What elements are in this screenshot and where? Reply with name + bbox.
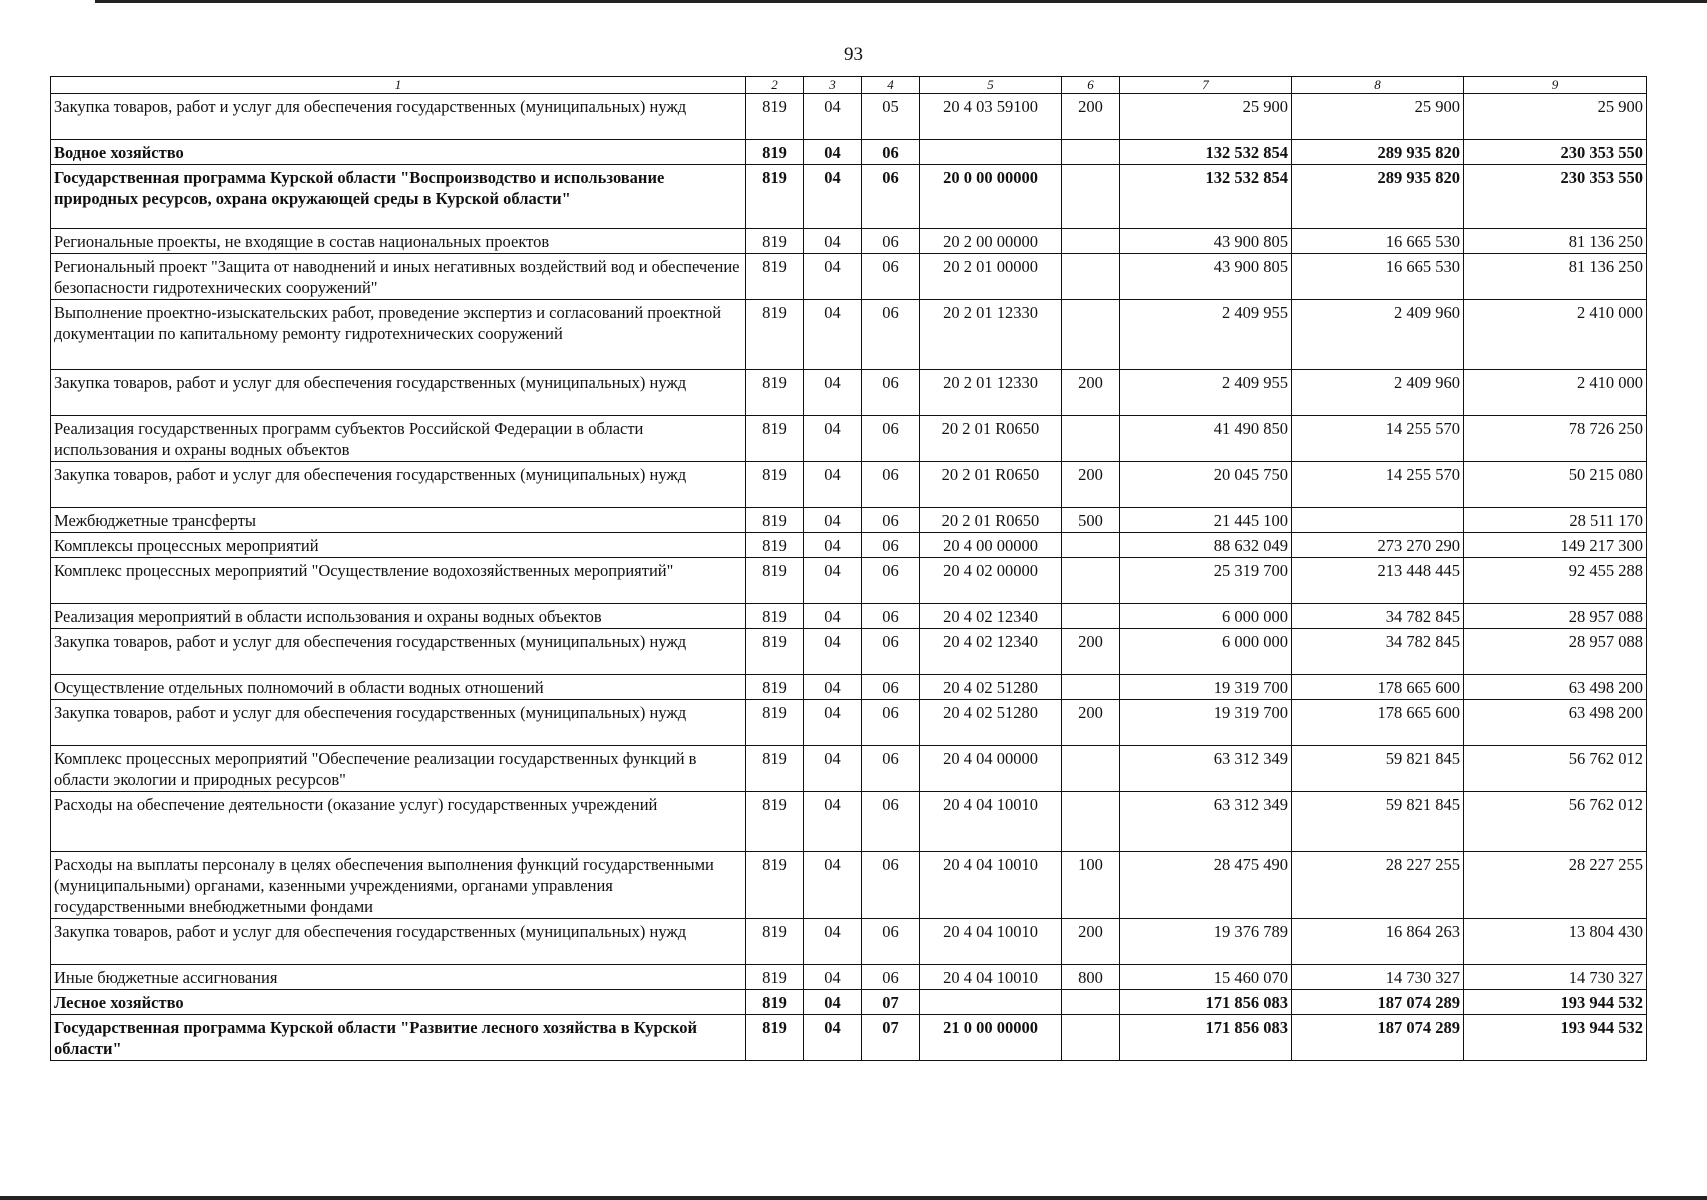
row-name: Водное хозяйство [51,140,746,165]
cell-code-3: 04 [804,140,862,165]
cell-value-9: 2 410 000 [1464,370,1647,416]
row-name: Расходы на выплаты персоналу в целях обеспечения выполнения функций государственными (муниципальными) органами, казенными учреждениями, органами управления государственными внебюджетными фондами [51,852,746,919]
cell-code-4: 06 [862,462,920,508]
cell-code-2: 819 [746,792,804,852]
cell-code-6 [1062,300,1120,370]
cell-code-2: 819 [746,533,804,558]
row-name: Региональные проекты, не входящие в состав национальных проектов [51,229,746,254]
row-name: Закупка товаров, работ и услуг для обеспечения государственных (муниципальных) нужд [51,94,746,140]
cell-code-2: 819 [746,94,804,140]
cell-value-7: 6 000 000 [1120,604,1292,629]
table-row [51,919,1647,965]
cell-value-7: 15 460 070 [1120,965,1292,990]
cell-code-3: 04 [804,254,862,300]
cell-value-7: 2 409 955 [1120,300,1292,370]
cell-code-3: 04 [804,675,862,700]
cell-value-9: 92 455 288 [1464,558,1647,604]
cell-code-3: 04 [804,165,862,229]
row-name: Закупка товаров, работ и услуг для обеспечения государственных (муниципальных) нужд [51,370,746,416]
cell-code-6: 200 [1062,462,1120,508]
cell-code-4: 06 [862,533,920,558]
cell-value-8: 14 255 570 [1292,462,1464,508]
cell-value-8: 178 665 600 [1292,700,1464,746]
cell-code-4: 06 [862,165,920,229]
cell-code-5: 20 2 01 12330 [920,300,1062,370]
column-number: 8 [1292,77,1464,94]
cell-code-5: 20 0 00 00000 [920,165,1062,229]
column-number: 5 [920,77,1062,94]
cell-code-5: 20 4 02 12340 [920,629,1062,675]
table-row [51,370,1647,416]
cell-code-5: 20 4 04 10010 [920,792,1062,852]
cell-code-4: 07 [862,990,920,1015]
row-name: Государственная программа Курской области "Воспроизводство и использование природных ресурсов, охрана окружающей среды в Курской области" [51,165,746,229]
cell-value-8: 14 255 570 [1292,416,1464,462]
cell-value-8: 187 074 289 [1292,1015,1464,1061]
page-number: 93 [844,44,863,65]
cell-value-9: 230 353 550 [1464,165,1647,229]
cell-code-6: 800 [1062,965,1120,990]
cell-code-4: 06 [862,508,920,533]
cell-code-3: 04 [804,746,862,792]
row-name: Комплекс процессных мероприятий "Осуществление водохозяйственных мероприятий" [51,558,746,604]
row-name: Реализация государственных программ субъектов Российской Федерации в области использования и охраны водных объектов [51,416,746,462]
cell-code-5: 20 4 03 59100 [920,94,1062,140]
cell-code-4: 07 [862,1015,920,1061]
cell-code-6 [1062,533,1120,558]
table-row [51,965,1647,990]
cell-code-2: 819 [746,965,804,990]
cell-code-4: 06 [862,700,920,746]
cell-code-5: 20 4 04 10010 [920,965,1062,990]
scan-border-bottom [0,1196,1707,1200]
cell-value-8: 59 821 845 [1292,746,1464,792]
cell-value-9: 28 957 088 [1464,629,1647,675]
cell-code-6 [1062,165,1120,229]
cell-value-7: 63 312 349 [1120,746,1292,792]
cell-value-9: 13 804 430 [1464,919,1647,965]
cell-value-8: 2 409 960 [1292,370,1464,416]
cell-value-7: 41 490 850 [1120,416,1292,462]
cell-value-9: 25 900 [1464,94,1647,140]
cell-value-8: 289 935 820 [1292,165,1464,229]
table-row [51,604,1647,629]
row-name: Государственная программа Курской области "Развитие лесного хозяйства в Курской области" [51,1015,746,1061]
budget-table [50,76,1647,1061]
table-row [51,300,1647,370]
cell-value-9: 149 217 300 [1464,533,1647,558]
scan-border-top [95,0,1707,3]
cell-code-3: 04 [804,370,862,416]
cell-code-6: 200 [1062,370,1120,416]
cell-value-9: 50 215 080 [1464,462,1647,508]
cell-value-8 [1292,508,1464,533]
cell-code-4: 06 [862,416,920,462]
cell-value-9: 81 136 250 [1464,229,1647,254]
row-name: Комплексы процессных мероприятий [51,533,746,558]
cell-code-6: 200 [1062,629,1120,675]
column-number: 4 [862,77,920,94]
cell-code-4: 06 [862,675,920,700]
cell-value-8: 34 782 845 [1292,629,1464,675]
cell-value-7: 132 532 854 [1120,140,1292,165]
cell-code-4: 06 [862,254,920,300]
cell-code-6 [1062,229,1120,254]
cell-code-6 [1062,558,1120,604]
row-name: Выполнение проектно-изыскательских работ, проведение экспертиз и согласований проектной документации по капитальному ремонту гидротехнических сооружений [51,300,746,370]
cell-code-5: 20 4 02 12340 [920,604,1062,629]
cell-value-7: 171 856 083 [1120,990,1292,1015]
cell-code-6 [1062,1015,1120,1061]
cell-value-8: 25 900 [1292,94,1464,140]
cell-value-9: 78 726 250 [1464,416,1647,462]
cell-value-8: 16 665 530 [1292,229,1464,254]
cell-value-7: 88 632 049 [1120,533,1292,558]
row-name: Иные бюджетные ассигнования [51,965,746,990]
row-name: Лесное хозяйство [51,990,746,1015]
cell-code-6 [1062,792,1120,852]
table-row [51,140,1647,165]
row-name: Осуществление отдельных полномочий в области водных отношений [51,675,746,700]
row-name: Закупка товаров, работ и услуг для обеспечения государственных (муниципальных) нужд [51,700,746,746]
cell-value-7: 25 319 700 [1120,558,1292,604]
cell-code-5: 20 4 02 51280 [920,675,1062,700]
cell-value-7: 63 312 349 [1120,792,1292,852]
cell-code-3: 04 [804,416,862,462]
cell-code-2: 819 [746,852,804,919]
cell-code-5: 20 2 01 12330 [920,370,1062,416]
cell-code-6 [1062,746,1120,792]
cell-code-6: 200 [1062,919,1120,965]
cell-value-9: 63 498 200 [1464,675,1647,700]
table-row [51,94,1647,140]
cell-value-7: 19 319 700 [1120,675,1292,700]
cell-value-8: 178 665 600 [1292,675,1464,700]
cell-code-3: 04 [804,700,862,746]
table-row [51,254,1647,300]
cell-value-9: 28 957 088 [1464,604,1647,629]
cell-value-9: 56 762 012 [1464,746,1647,792]
table-row [51,558,1647,604]
cell-code-2: 819 [746,746,804,792]
cell-code-4: 06 [862,852,920,919]
cell-code-2: 819 [746,919,804,965]
cell-code-2: 819 [746,254,804,300]
cell-code-2: 819 [746,508,804,533]
cell-value-7: 171 856 083 [1120,1015,1292,1061]
column-number: 6 [1062,77,1120,94]
cell-code-2: 819 [746,462,804,508]
cell-value-9: 56 762 012 [1464,792,1647,852]
cell-code-2: 819 [746,416,804,462]
cell-value-7: 19 376 789 [1120,919,1292,965]
cell-code-2: 819 [746,629,804,675]
row-name: Комплекс процессных мероприятий "Обеспечение реализации государственных функций в области экологии и природных ресурсов" [51,746,746,792]
cell-code-4: 06 [862,965,920,990]
cell-code-6: 100 [1062,852,1120,919]
cell-code-2: 819 [746,1015,804,1061]
cell-code-2: 819 [746,165,804,229]
cell-code-6: 200 [1062,700,1120,746]
table-row [51,1015,1647,1061]
cell-code-3: 04 [804,919,862,965]
cell-code-4: 06 [862,746,920,792]
cell-value-9: 230 353 550 [1464,140,1647,165]
cell-code-2: 819 [746,140,804,165]
column-number: 9 [1464,77,1647,94]
cell-value-9: 193 944 532 [1464,990,1647,1015]
table-row [51,462,1647,508]
table-row [51,508,1647,533]
cell-value-9: 28 511 170 [1464,508,1647,533]
cell-value-7: 43 900 805 [1120,254,1292,300]
cell-value-8: 14 730 327 [1292,965,1464,990]
cell-code-3: 04 [804,300,862,370]
column-number: 3 [804,77,862,94]
cell-value-7: 28 475 490 [1120,852,1292,919]
cell-code-2: 819 [746,558,804,604]
cell-value-9: 81 136 250 [1464,254,1647,300]
cell-code-6 [1062,140,1120,165]
cell-code-4: 06 [862,140,920,165]
cell-value-7: 21 445 100 [1120,508,1292,533]
table-row [51,852,1647,919]
cell-code-6 [1062,254,1120,300]
row-name: Закупка товаров, работ и услуг для обеспечения государственных (муниципальных) нужд [51,629,746,675]
cell-code-5: 20 4 02 51280 [920,700,1062,746]
cell-code-5: 20 4 04 10010 [920,852,1062,919]
table-row [51,629,1647,675]
cell-code-5: 20 2 00 00000 [920,229,1062,254]
cell-value-8: 187 074 289 [1292,990,1464,1015]
cell-code-6: 500 [1062,508,1120,533]
cell-value-8: 16 864 263 [1292,919,1464,965]
cell-code-3: 04 [804,792,862,852]
cell-value-8: 213 448 445 [1292,558,1464,604]
cell-value-8: 273 270 290 [1292,533,1464,558]
cell-code-5: 20 4 04 10010 [920,919,1062,965]
cell-code-5: 20 2 01 R0650 [920,508,1062,533]
cell-code-3: 04 [804,604,862,629]
table-row [51,746,1647,792]
column-number: 7 [1120,77,1292,94]
cell-code-5: 20 2 01 R0650 [920,462,1062,508]
cell-code-2: 819 [746,700,804,746]
table-row [51,165,1647,229]
column-number: 1 [51,77,746,94]
cell-code-3: 04 [804,1015,862,1061]
cell-code-3: 04 [804,990,862,1015]
table-row [51,990,1647,1015]
cell-code-3: 04 [804,229,862,254]
cell-value-8: 28 227 255 [1292,852,1464,919]
cell-value-8: 289 935 820 [1292,140,1464,165]
cell-code-4: 06 [862,300,920,370]
cell-code-2: 819 [746,675,804,700]
cell-code-5: 20 4 00 00000 [920,533,1062,558]
table-row [51,792,1647,852]
cell-code-3: 04 [804,533,862,558]
cell-code-4: 06 [862,792,920,852]
cell-code-5: 21 0 00 00000 [920,1015,1062,1061]
column-number-row [51,77,1647,94]
cell-code-4: 06 [862,558,920,604]
cell-code-6 [1062,604,1120,629]
cell-code-4: 06 [862,629,920,675]
cell-value-7: 20 045 750 [1120,462,1292,508]
cell-code-3: 04 [804,462,862,508]
cell-value-9: 193 944 532 [1464,1015,1647,1061]
cell-code-6 [1062,675,1120,700]
cell-value-7: 25 900 [1120,94,1292,140]
cell-code-2: 819 [746,229,804,254]
row-name: Расходы на обеспечение деятельности (оказание услуг) государственных учреждений [51,792,746,852]
column-number: 2 [746,77,804,94]
cell-code-2: 819 [746,604,804,629]
cell-value-9: 28 227 255 [1464,852,1647,919]
cell-value-7: 19 319 700 [1120,700,1292,746]
cell-value-8: 2 409 960 [1292,300,1464,370]
row-name: Межбюджетные трансферты [51,508,746,533]
cell-code-3: 04 [804,852,862,919]
cell-value-7: 43 900 805 [1120,229,1292,254]
cell-value-8: 34 782 845 [1292,604,1464,629]
cell-code-5 [920,140,1062,165]
table-row [51,700,1647,746]
cell-code-6: 200 [1062,94,1120,140]
cell-value-7: 132 532 854 [1120,165,1292,229]
cell-code-4: 06 [862,604,920,629]
cell-code-5: 20 2 01 R0650 [920,416,1062,462]
cell-code-2: 819 [746,370,804,416]
cell-code-4: 05 [862,94,920,140]
table-row [51,229,1647,254]
cell-code-3: 04 [804,629,862,675]
cell-code-6 [1062,416,1120,462]
cell-code-3: 04 [804,558,862,604]
cell-code-3: 04 [804,94,862,140]
cell-value-7: 2 409 955 [1120,370,1292,416]
cell-code-5: 20 4 04 00000 [920,746,1062,792]
cell-code-4: 06 [862,370,920,416]
cell-value-8: 59 821 845 [1292,792,1464,852]
cell-value-8: 16 665 530 [1292,254,1464,300]
cell-code-2: 819 [746,300,804,370]
table-row [51,675,1647,700]
row-name: Закупка товаров, работ и услуг для обеспечения государственных (муниципальных) нужд [51,462,746,508]
cell-value-9: 63 498 200 [1464,700,1647,746]
cell-code-5: 20 4 02 00000 [920,558,1062,604]
row-name: Закупка товаров, работ и услуг для обеспечения государственных (муниципальных) нужд [51,919,746,965]
cell-value-9: 2 410 000 [1464,300,1647,370]
cell-code-5 [920,990,1062,1015]
cell-code-2: 819 [746,990,804,1015]
row-name: Региональный проект "Защита от наводнений и иных негативных воздействий вод и обеспечение безопасности гидротехнических сооружений" [51,254,746,300]
cell-code-3: 04 [804,508,862,533]
cell-code-6 [1062,990,1120,1015]
cell-code-4: 06 [862,919,920,965]
cell-value-7: 6 000 000 [1120,629,1292,675]
table-row [51,416,1647,462]
cell-code-5: 20 2 01 00000 [920,254,1062,300]
table-row [51,533,1647,558]
cell-value-9: 14 730 327 [1464,965,1647,990]
cell-code-4: 06 [862,229,920,254]
row-name: Реализация мероприятий в области использования и охраны водных объектов [51,604,746,629]
cell-code-3: 04 [804,965,862,990]
